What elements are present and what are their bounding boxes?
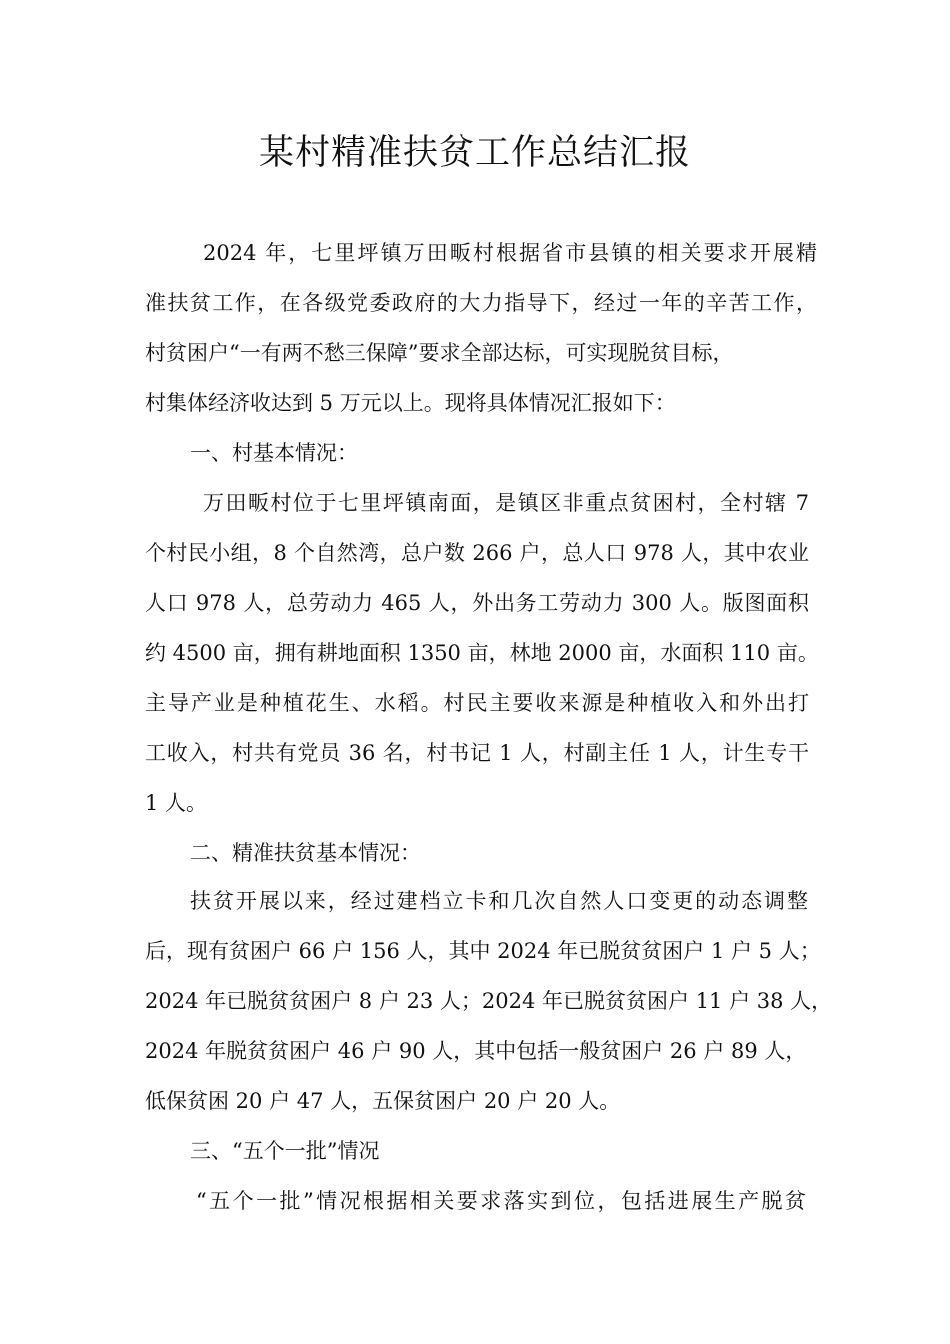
section1-line-2: 个村民小组，8 个自然湾，总户数 266 户，总人口 978 人，其中农业 xyxy=(145,541,809,565)
section1-line-6: 工收入，村共有党员 36 名，村书记 1 人，村副主任 1 人，计生专干 xyxy=(145,741,809,765)
section1-line-3: 人口 978 人，总劳动力 465 人，外出务工劳动力 300 人。版图面积 xyxy=(145,591,809,615)
intro-line-3: 村贫困户“一有两不愁三保障”要求全部达标，可实现脱贫目标， xyxy=(145,341,734,365)
intro-line-1: 2024 年，七里坪镇万田畈村根据省市县镇的相关要求开展精 xyxy=(203,241,817,265)
section2-line-4: 2024 年脱贫贫困户 46 户 90 人，其中包括一般贫困户 26 户 89 人， xyxy=(145,1039,807,1063)
section1-line-7: 1 人。 xyxy=(145,791,208,815)
section1-line-1: 万田畈村位于七里坪镇南面，是镇区非重点贫困村，全村辖 7 xyxy=(203,491,809,515)
section1-line-4: 约 4500 亩，拥有耕地面积 1350 亩，林地 2000 亩，水面积 110 亩。 xyxy=(145,641,819,665)
section3-line-1: “五个一批”情况根据相关要求落实到位，包括进展生产脱贫 xyxy=(196,1189,806,1213)
section2-line-5: 低保贫困 20 户 47 人，五保贫困户 20 户 20 人。 xyxy=(145,1089,621,1113)
section2-line-1: 扶贫开展以来，经过建档立卡和几次自然人口变更的动态调整 xyxy=(190,889,808,913)
section1-heading: 一、村基本情况： xyxy=(190,441,358,465)
document-title: 某村精准扶贫工作总结汇报 xyxy=(258,133,691,173)
section1-line-5: 主导产业是种植花生、水稻。村民主要收来源是种植收入和外出打 xyxy=(145,691,809,715)
section2-line-2: 后，现有贫困户 66 户 156 人，其中 2024 年已脱贫贫困户 1 户 5 人； xyxy=(145,939,821,963)
intro-line-4: 村集体经济收达到 5 万元以上。现将具体情况汇报如下： xyxy=(145,391,676,415)
intro-line-2: 准扶贫工作，在各级党委政府的大力指导下，经过一年的辛苦工作， xyxy=(145,291,817,315)
section2-heading: 二、精准扶贫基本情况： xyxy=(190,841,421,865)
section2-line-3: 2024 年已脱贫贫困户 8 户 23 人；2024 年已脱贫贫困户 11 户 38 人， xyxy=(145,989,833,1013)
section3-heading: 三、“五个一批”情况 xyxy=(190,1139,380,1163)
